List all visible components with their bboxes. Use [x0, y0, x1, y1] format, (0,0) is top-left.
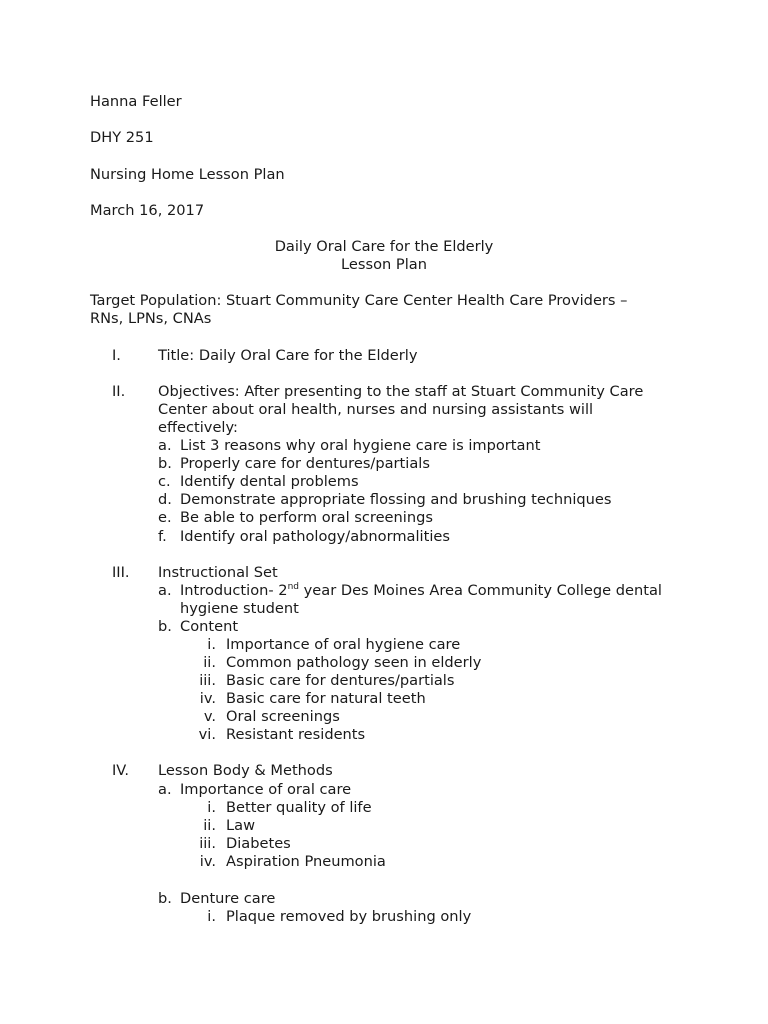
sub-list-item: Oral screenings — [226, 708, 340, 725]
objectives-text: effectively: — [158, 419, 238, 436]
section-numeral: II. — [112, 383, 126, 400]
section-title: Title: Daily Oral Care for the Elderly — [158, 347, 418, 364]
sub-list-item: Importance of oral hygiene care — [226, 636, 461, 653]
section-title: Instructional Set — [158, 564, 278, 581]
list-marker: a. — [158, 437, 172, 454]
document-date: March 16, 2017 — [90, 202, 205, 219]
sub-list-item: Resistant residents — [226, 726, 366, 743]
list-item: Demonstrate appropriate flossing and brushing techniques — [180, 491, 612, 508]
section-numeral: III. — [112, 564, 130, 581]
list-marker: a. — [158, 781, 172, 798]
section-numeral: IV. — [112, 762, 130, 779]
intro-text-cont: year Des Moines Area Community College dental — [299, 582, 662, 599]
list-item: Denture care — [180, 890, 276, 907]
list-item: Content — [180, 618, 239, 635]
list-item: Identify dental problems — [180, 473, 359, 490]
list-item: Identify oral pathology/abnormalities — [180, 528, 450, 545]
roman-marker: iv. — [199, 853, 216, 870]
list-marker: a. — [158, 582, 172, 599]
target-population-cont: RNs, LPNs, CNAs — [90, 310, 212, 327]
assignment-title: Nursing Home Lesson Plan — [90, 166, 285, 183]
roman-marker: vi. — [198, 726, 216, 743]
objectives-text: Center about oral health, nurses and nursing assistants will — [158, 401, 594, 418]
list-marker: b. — [158, 455, 172, 472]
roman-marker: i. — [207, 636, 216, 653]
intro-text: Introduction- 2 — [180, 582, 288, 599]
sub-list-item: Basic care for dentures/partials — [226, 672, 455, 689]
list-marker: e. — [158, 509, 172, 526]
roman-marker: ii. — [203, 654, 216, 671]
list-item: List 3 reasons why oral hygiene care is important — [180, 437, 541, 454]
list-marker: f. — [158, 528, 167, 545]
objectives-text: Objectives: After presenting to the staff at Stuart Community Care — [158, 383, 644, 400]
roman-marker: iii. — [199, 835, 216, 852]
section-title: Lesson Body & Methods — [158, 762, 333, 779]
section-numeral: I. — [112, 347, 121, 364]
roman-marker: iii. — [199, 672, 216, 689]
list-item: Be able to perform oral screenings — [180, 509, 433, 526]
sub-list-item: Plaque removed by brushing only — [226, 908, 472, 925]
document-subtitle: Lesson Plan — [341, 256, 427, 273]
list-marker: b. — [158, 890, 172, 907]
ordinal-suffix: nd — [287, 582, 299, 592]
roman-marker: i. — [207, 799, 216, 816]
course-code: DHY 251 — [90, 129, 154, 146]
list-item: Properly care for dentures/partials — [180, 455, 430, 472]
list-marker: b. — [158, 618, 172, 635]
list-marker: d. — [158, 491, 172, 508]
sub-list-item: Diabetes — [226, 835, 291, 852]
list-item: Importance of oral care — [180, 781, 352, 798]
sub-list-item: Basic care for natural teeth — [226, 690, 426, 707]
sub-list-item: Common pathology seen in elderly — [226, 654, 482, 671]
roman-marker: v. — [203, 708, 216, 725]
list-marker: c. — [158, 473, 171, 490]
list-item-cont: hygiene student — [180, 600, 299, 617]
sub-list-item: Law — [226, 817, 256, 834]
sub-list-item: Aspiration Pneumonia — [226, 853, 386, 870]
list-item — [180, 582, 662, 600]
roman-marker: iv. — [199, 690, 216, 707]
roman-marker: ii. — [203, 817, 216, 834]
document-title: Daily Oral Care for the Elderly — [274, 238, 494, 255]
sub-list-item: Better quality of life — [226, 799, 372, 816]
author-name: Hanna Feller — [90, 93, 182, 110]
target-population: Target Population: Stuart Community Care Center Health Care Providers – — [90, 292, 628, 309]
roman-marker: i. — [207, 908, 216, 925]
